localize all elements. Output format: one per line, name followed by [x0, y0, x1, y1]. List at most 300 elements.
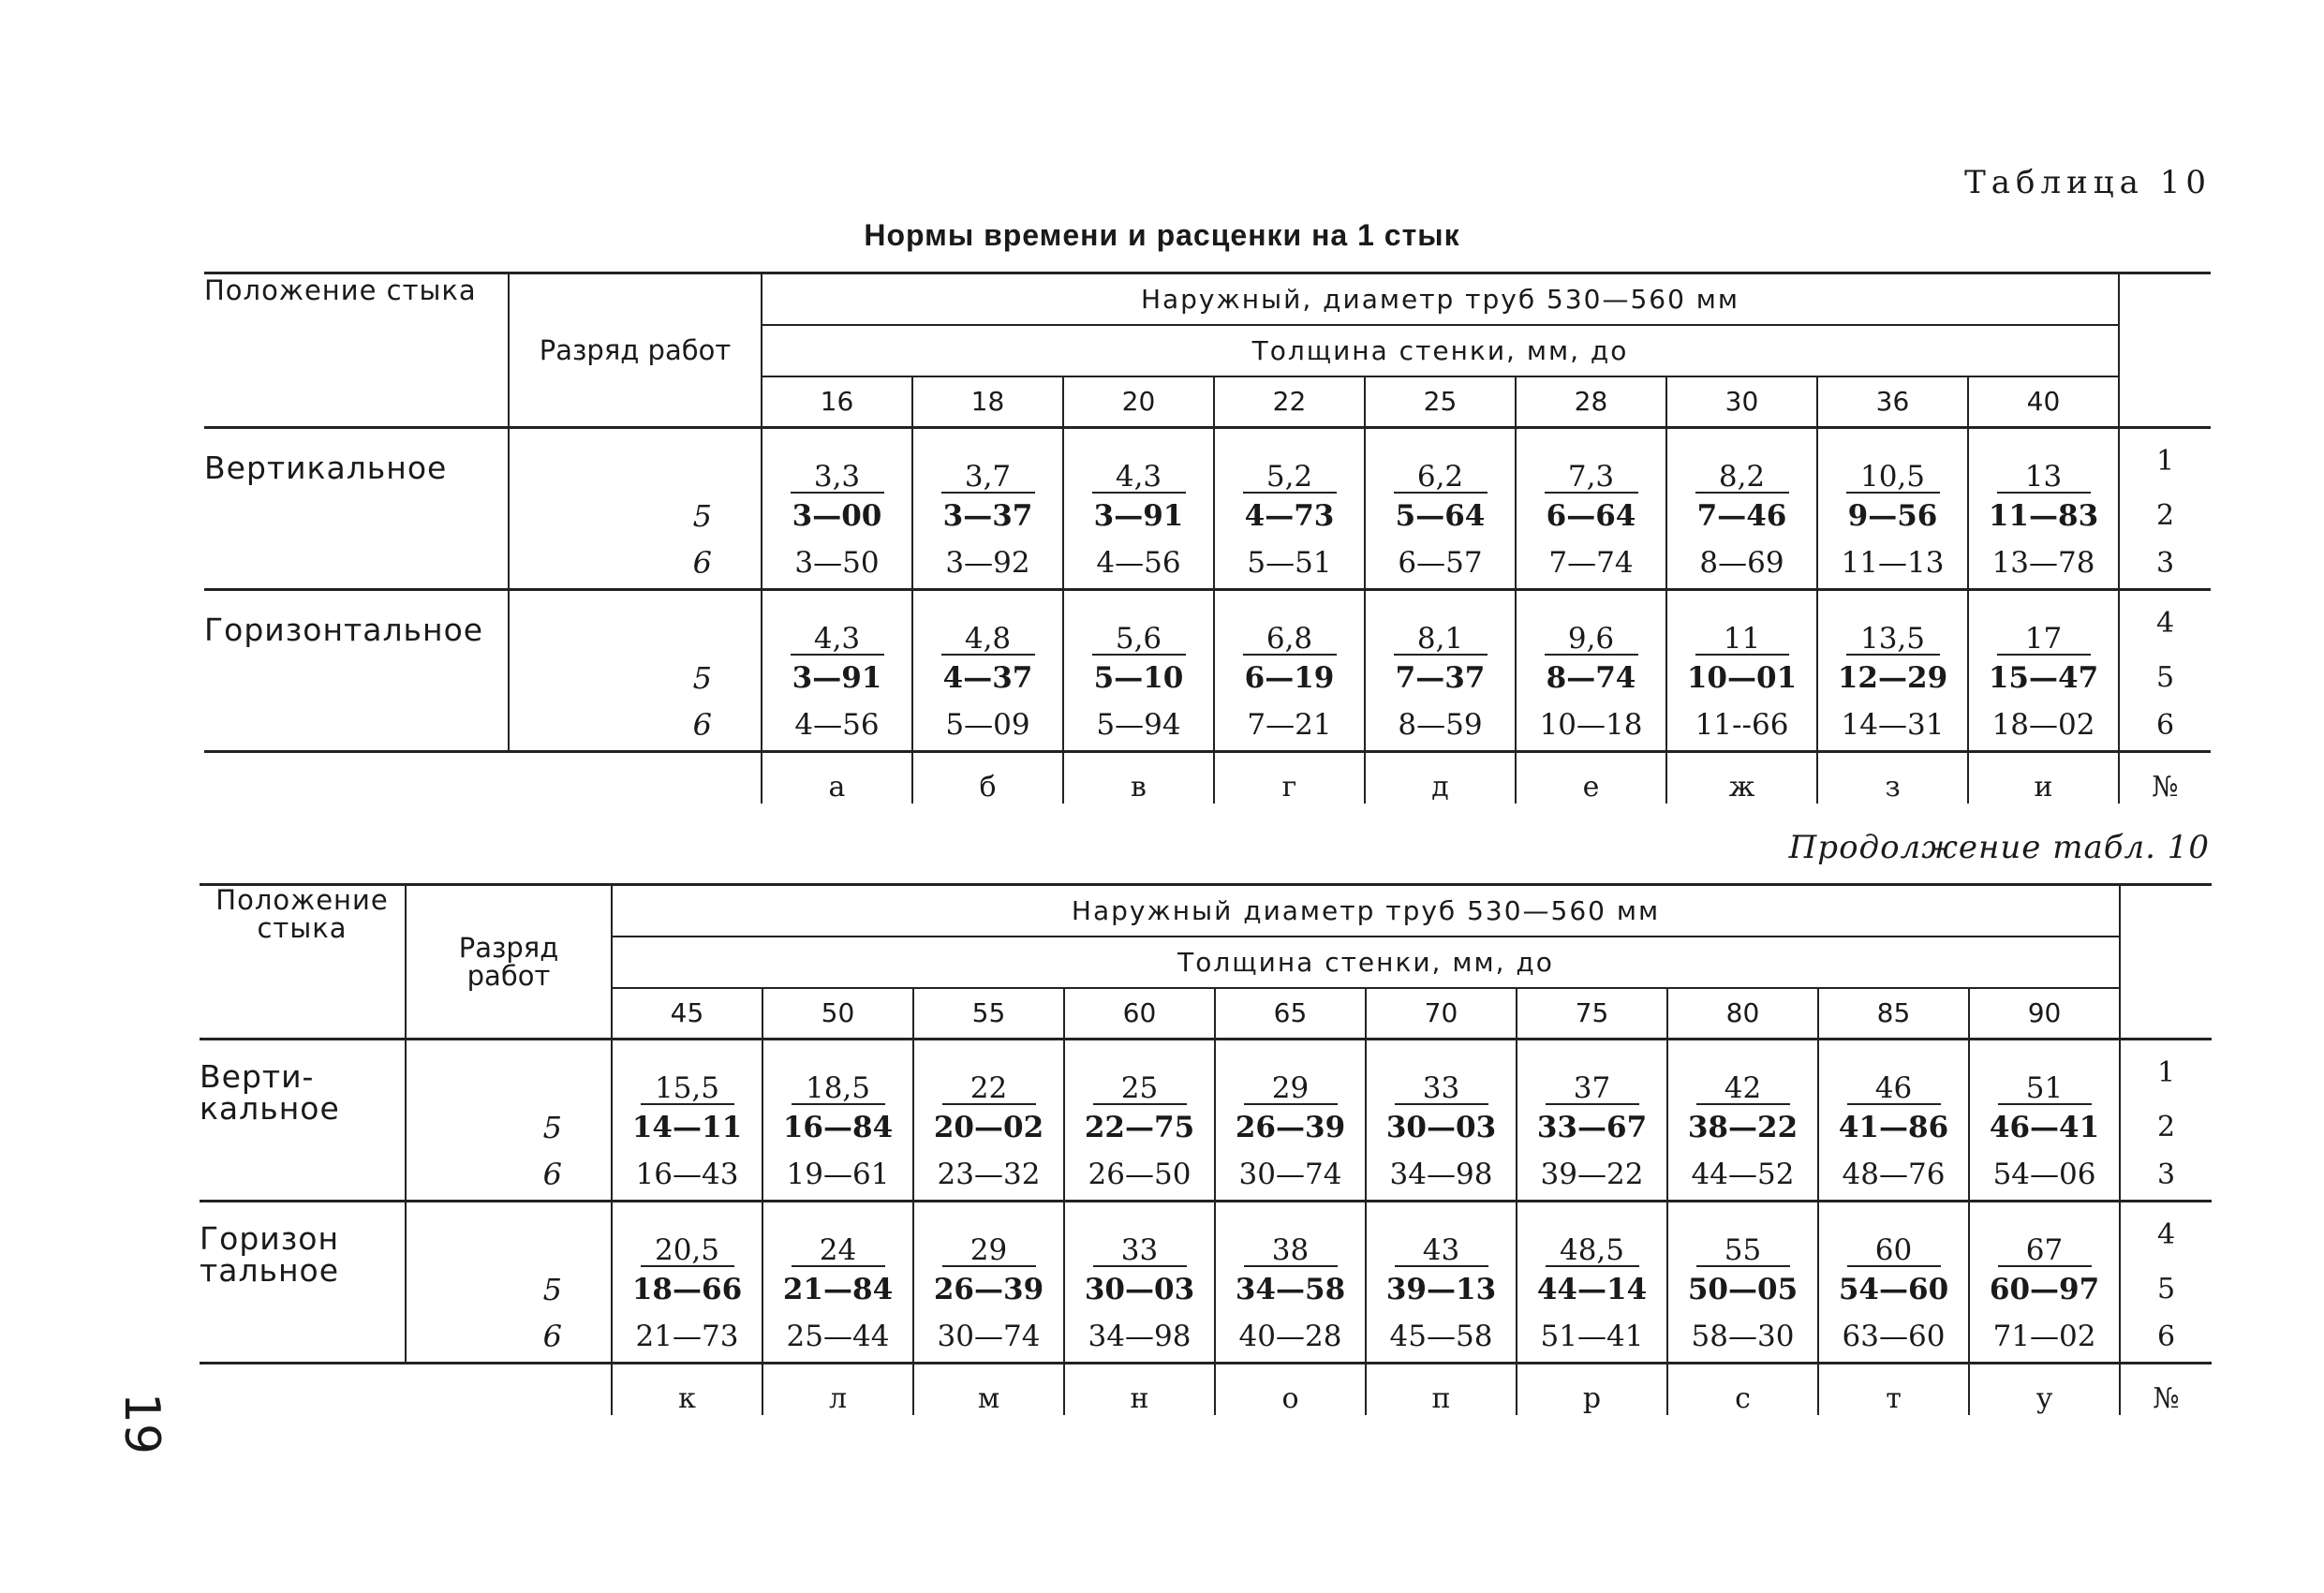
time-norm-value: 3,3 — [791, 462, 884, 494]
column-letter: г — [1214, 752, 1365, 804]
row-number: 6 — [2120, 1312, 2212, 1364]
thickness-value: 16 — [762, 376, 912, 428]
column-letter: е — [1516, 752, 1666, 804]
value-cell — [1516, 590, 1666, 656]
value-cell — [1063, 538, 1214, 590]
rate-value: 33—67 — [1536, 1110, 1648, 1144]
value-cell — [1517, 1202, 1667, 1267]
thickness-value: 60 — [1064, 988, 1215, 1040]
rate-value: 26—39 — [933, 1272, 1044, 1306]
row-number: 6 — [2119, 701, 2211, 752]
time-norm-value: 60 — [1847, 1235, 1941, 1267]
value-cell — [1817, 428, 1968, 494]
row-number: 3 — [2120, 1150, 2212, 1202]
thickness-value: 28 — [1516, 376, 1666, 428]
value-cell — [1666, 590, 1817, 656]
column-letter: л — [762, 1364, 913, 1415]
position-label-line: тальное — [200, 1252, 340, 1289]
thickness-value: 80 — [1667, 988, 1818, 1040]
norms-table-1 — [204, 272, 2211, 804]
rate-value: 14—31 — [1841, 708, 1945, 743]
value-cell — [1817, 590, 1968, 656]
rate-value: 25—44 — [786, 1320, 890, 1354]
value-cell — [1215, 1267, 1366, 1312]
thickness-value: 25 — [1365, 376, 1516, 428]
rate-value: 5—51 — [1247, 546, 1332, 581]
value-cell — [1516, 538, 1666, 590]
value-cell — [612, 1267, 762, 1312]
rate-value: 6—64 — [1546, 498, 1636, 533]
diameter-header: Наружный диаметр труб 530—560 мм — [612, 885, 2120, 937]
value-cell — [1516, 701, 1666, 752]
value-cell — [912, 590, 1063, 656]
rate-value: 21—84 — [782, 1272, 894, 1306]
thickness-value: 20 — [1063, 376, 1214, 428]
value-cell — [1063, 428, 1214, 494]
rate-value: 34—98 — [1389, 1158, 1493, 1192]
rate-value: 22—75 — [1084, 1110, 1195, 1144]
column-letter: ж — [1666, 752, 1817, 804]
value-cell — [1365, 494, 1516, 538]
value-cell — [1366, 1150, 1517, 1202]
position-label-line: Горизон — [200, 1220, 340, 1257]
value-cell — [1517, 1150, 1667, 1202]
time-norm-value: 4,3 — [791, 624, 884, 656]
value-cell — [1517, 1040, 1667, 1105]
row-number: 1 — [2119, 428, 2211, 494]
rate-value: 45—58 — [1389, 1320, 1493, 1354]
rate-value: 4—37 — [942, 660, 1033, 695]
rate-value: 16—43 — [635, 1158, 739, 1192]
rate-value: 7—37 — [1395, 660, 1486, 695]
value-cell — [1817, 538, 1968, 590]
rate-value: 46—41 — [1989, 1110, 2100, 1144]
rate-value: 5—94 — [1096, 708, 1181, 743]
time-norm-value: 48,5 — [1546, 1235, 1639, 1267]
value-cell — [612, 1312, 762, 1364]
thickness-header: Толщина стенки, мм, до — [612, 937, 2120, 988]
value-cell — [1666, 428, 1817, 494]
row-number: 3 — [2119, 538, 2211, 590]
column-letter: у — [1969, 1364, 2120, 1415]
value-cell — [762, 701, 912, 752]
position-label-line: кальное — [200, 1090, 340, 1127]
grade-cell: 5 — [509, 494, 762, 538]
value-cell — [1818, 1312, 1969, 1364]
time-norm-value: 4,3 — [1092, 462, 1186, 494]
value-cell — [612, 1150, 762, 1202]
value-cell — [1215, 1202, 1366, 1267]
data-row — [200, 1150, 2212, 1202]
data-row — [200, 1312, 2212, 1364]
time-norm-value: 4,8 — [941, 624, 1035, 656]
time-norm-value: 67 — [1998, 1235, 2092, 1267]
thickness-value: 90 — [1969, 988, 2120, 1040]
value-cell — [1366, 1312, 1517, 1364]
rate-value: 34—98 — [1088, 1320, 1192, 1354]
column-letter: м — [913, 1364, 1064, 1415]
time-norm-value: 29 — [1244, 1073, 1338, 1105]
value-cell — [1969, 1105, 2120, 1150]
value-cell — [912, 494, 1063, 538]
data-row — [200, 1202, 2212, 1267]
rate-value: 58—30 — [1691, 1320, 1795, 1354]
value-cell — [1214, 494, 1365, 538]
value-cell — [1666, 656, 1817, 701]
column-letter: с — [1667, 1364, 1818, 1415]
rate-value: 54—06 — [1992, 1158, 2096, 1192]
rate-value: 10—18 — [1539, 708, 1643, 743]
rate-value: 30—03 — [1084, 1272, 1195, 1306]
grade-cell: 5 — [509, 656, 762, 701]
grade-column-header: Разряд работ — [509, 273, 762, 428]
grade-cell: 6 — [406, 1312, 612, 1364]
time-norm-value: 42 — [1696, 1073, 1790, 1105]
time-norm-value: 43 — [1395, 1235, 1488, 1267]
rate-value: 18—02 — [1991, 708, 2095, 743]
rate-value: 6—19 — [1244, 660, 1335, 695]
value-cell — [762, 494, 912, 538]
value-cell — [762, 1312, 913, 1364]
position-label-line: Верти- — [200, 1058, 315, 1095]
rate-value: 21—73 — [635, 1320, 739, 1354]
value-cell — [1667, 1312, 1818, 1364]
time-norm-value: 5,6 — [1092, 624, 1186, 656]
row-number: 1 — [2120, 1040, 2212, 1105]
value-cell — [1818, 1105, 1969, 1150]
value-cell — [762, 1150, 913, 1202]
rate-value: 16—84 — [782, 1110, 894, 1144]
no-column-header-blank — [2120, 885, 2212, 1040]
rate-value: 14—11 — [631, 1110, 743, 1144]
letters-blank — [204, 752, 762, 804]
time-norm-value: 5,2 — [1243, 462, 1337, 494]
no-symbol: № — [2119, 752, 2211, 804]
rate-value: 8—69 — [1699, 546, 1784, 581]
column-letter: к — [612, 1364, 762, 1415]
grade-cell — [509, 590, 762, 656]
time-norm-value: 24 — [792, 1235, 885, 1267]
value-cell — [1064, 1312, 1215, 1364]
value-cell — [1667, 1040, 1818, 1105]
value-cell — [1365, 701, 1516, 752]
thickness-value: 18 — [912, 376, 1063, 428]
diameter-header: Наружный, диаметр труб 530—560 мм — [762, 273, 2119, 325]
data-row — [200, 1267, 2212, 1312]
thickness-value: 22 — [1214, 376, 1365, 428]
value-cell — [1064, 1150, 1215, 1202]
time-norm-value: 10,5 — [1846, 462, 1940, 494]
value-cell — [912, 701, 1063, 752]
time-norm-value: 13,5 — [1846, 624, 1940, 656]
value-cell — [1063, 701, 1214, 752]
time-norm-value: 29 — [942, 1235, 1036, 1267]
column-letter: д — [1365, 752, 1516, 804]
table-title: Нормы времени и расценки на 1 стык — [864, 218, 1460, 252]
column-letter: и — [1968, 752, 2119, 804]
thickness-value: 85 — [1818, 988, 1969, 1040]
rate-value: 26—39 — [1235, 1110, 1346, 1144]
value-cell — [1366, 1202, 1517, 1267]
rate-value: 60—97 — [1989, 1272, 2100, 1306]
value-cell — [762, 1267, 913, 1312]
rate-value: 34—58 — [1235, 1272, 1346, 1306]
value-cell — [1366, 1040, 1517, 1105]
value-cell — [1214, 656, 1365, 701]
value-cell — [913, 1150, 1064, 1202]
value-cell — [762, 1202, 913, 1267]
no-column-header-blank — [2119, 273, 2211, 428]
value-cell — [1968, 538, 2119, 590]
value-cell — [1517, 1267, 1667, 1312]
grade-cell — [406, 1202, 612, 1267]
column-letter: о — [1215, 1364, 1366, 1415]
value-cell — [913, 1105, 1064, 1150]
grade-cell: 5 — [406, 1105, 612, 1150]
row-number: 2 — [2120, 1105, 2212, 1150]
rate-value: 39—13 — [1385, 1272, 1497, 1306]
value-cell — [1968, 701, 2119, 752]
column-letter: а — [762, 752, 912, 804]
value-cell — [1063, 656, 1214, 701]
thickness-header: Толщина стенки, мм, до — [762, 325, 2119, 376]
value-cell — [1969, 1040, 2120, 1105]
time-norm-value: 15,5 — [641, 1073, 734, 1105]
rate-value: 26—50 — [1088, 1158, 1192, 1192]
letters-row — [200, 1364, 2212, 1415]
time-norm-value: 55 — [1696, 1235, 1790, 1267]
position-header-line: стыка — [257, 912, 348, 944]
thickness-value: 70 — [1366, 988, 1517, 1040]
value-cell — [1667, 1202, 1818, 1267]
value-cell — [1818, 1150, 1969, 1202]
time-norm-value: 8,1 — [1394, 624, 1488, 656]
header-row-diameter — [204, 273, 2211, 325]
position-label — [200, 1040, 406, 1202]
rate-value: 44—52 — [1691, 1158, 1795, 1192]
value-cell — [1818, 1040, 1969, 1105]
value-cell — [1817, 494, 1968, 538]
rate-value: 63—60 — [1842, 1320, 1946, 1354]
column-letter: в — [1063, 752, 1214, 804]
data-row — [200, 1040, 2212, 1105]
header-row-diameter — [200, 885, 2212, 937]
column-letter: р — [1517, 1364, 1667, 1415]
value-cell — [762, 590, 912, 656]
value-cell — [762, 1105, 913, 1150]
grade-header-line: Разряд — [458, 932, 559, 964]
value-cell — [1365, 656, 1516, 701]
rate-value: 3—91 — [1093, 498, 1184, 533]
grade-cell: 6 — [509, 538, 762, 590]
rate-value: 3—37 — [942, 498, 1033, 533]
time-norm-value: 20,5 — [641, 1235, 734, 1267]
thickness-value: 45 — [612, 988, 762, 1040]
value-cell — [913, 1312, 1064, 1364]
rate-value: 5—64 — [1395, 498, 1486, 533]
value-cell — [1517, 1105, 1667, 1150]
data-row — [200, 1105, 2212, 1150]
value-cell — [1666, 701, 1817, 752]
row-number: 2 — [2119, 494, 2211, 538]
value-cell — [1215, 1312, 1366, 1364]
letters-row — [204, 752, 2211, 804]
value-cell — [1365, 538, 1516, 590]
value-cell — [1969, 1202, 2120, 1267]
value-cell — [913, 1202, 1064, 1267]
thickness-value: 36 — [1817, 376, 1968, 428]
time-norm-value: 3,7 — [941, 462, 1035, 494]
value-cell — [1818, 1267, 1969, 1312]
row-number: 4 — [2120, 1202, 2212, 1267]
time-norm-value: 46 — [1847, 1073, 1941, 1105]
time-norm-value: 11 — [1695, 624, 1789, 656]
column-letter: т — [1818, 1364, 1969, 1415]
value-cell — [912, 538, 1063, 590]
value-cell — [1064, 1105, 1215, 1150]
grade-cell: 5 — [406, 1267, 612, 1312]
rate-value: 9—56 — [1847, 498, 1938, 533]
value-cell — [762, 428, 912, 494]
rate-value: 41—86 — [1838, 1110, 1949, 1144]
rate-value: 5—10 — [1093, 660, 1184, 695]
position-header-line: Положение — [215, 884, 389, 916]
value-cell — [1215, 1105, 1366, 1150]
rate-value: 40—28 — [1238, 1320, 1342, 1354]
rate-value: 71—02 — [1992, 1320, 2096, 1354]
column-letter: н — [1064, 1364, 1215, 1415]
time-norm-value: 7,3 — [1545, 462, 1638, 494]
rate-value: 11—13 — [1841, 546, 1945, 581]
value-cell — [612, 1040, 762, 1105]
value-cell — [1667, 1267, 1818, 1312]
letters-blank — [200, 1364, 612, 1415]
value-cell — [1064, 1267, 1215, 1312]
page-number: 19 — [113, 1392, 170, 1455]
value-cell — [1516, 428, 1666, 494]
value-cell — [912, 428, 1063, 494]
time-norm-value: 38 — [1244, 1235, 1338, 1267]
rate-value: 10—01 — [1686, 660, 1798, 695]
rate-value: 54—60 — [1838, 1272, 1949, 1306]
value-cell — [1968, 494, 2119, 538]
value-cell — [1666, 538, 1817, 590]
value-cell — [612, 1105, 762, 1150]
rate-value: 4—73 — [1244, 498, 1335, 533]
value-cell — [1214, 590, 1365, 656]
time-norm-value: 6,8 — [1243, 624, 1337, 656]
value-cell — [1215, 1040, 1366, 1105]
time-norm-value: 13 — [1997, 462, 2091, 494]
rate-value: 15—47 — [1988, 660, 2099, 695]
value-cell — [762, 538, 912, 590]
value-cell — [762, 1040, 913, 1105]
value-cell — [1968, 656, 2119, 701]
rate-value: 11—83 — [1988, 498, 2099, 533]
rate-value: 44—14 — [1536, 1272, 1648, 1306]
value-cell — [1516, 656, 1666, 701]
data-row — [204, 428, 2211, 494]
position-label: Горизонтальное — [204, 590, 509, 752]
value-cell — [1215, 1150, 1366, 1202]
rate-value: 12—29 — [1837, 660, 1948, 695]
rate-value: 3—91 — [792, 660, 882, 695]
value-cell — [1365, 428, 1516, 494]
column-letter: п — [1366, 1364, 1517, 1415]
position-label — [200, 1202, 406, 1364]
value-cell — [1968, 590, 2119, 656]
thickness-value: 55 — [913, 988, 1064, 1040]
value-cell — [1969, 1267, 2120, 1312]
grade-cell — [406, 1040, 612, 1105]
value-cell — [1969, 1150, 2120, 1202]
rate-value: 50—05 — [1687, 1272, 1799, 1306]
position-label: Вертикальное — [204, 428, 509, 590]
rate-value: 30—74 — [1238, 1158, 1342, 1192]
rate-value: 7—74 — [1548, 546, 1634, 581]
value-cell — [1667, 1105, 1818, 1150]
value-cell — [1063, 590, 1214, 656]
rate-value: 3—92 — [945, 546, 1030, 581]
rate-value: 6—57 — [1398, 546, 1483, 581]
rate-value: 18—66 — [631, 1272, 743, 1306]
value-cell — [1818, 1202, 1969, 1267]
rate-value: 3—50 — [794, 546, 880, 581]
value-cell — [1817, 701, 1968, 752]
row-number: 5 — [2120, 1267, 2212, 1312]
grade-cell: 6 — [406, 1150, 612, 1202]
value-cell — [1365, 590, 1516, 656]
rate-value: 30—74 — [937, 1320, 1041, 1354]
continuation-label: Продолжение табл. 10 — [1788, 829, 2210, 866]
rate-value: 38—22 — [1687, 1110, 1799, 1144]
row-number: 5 — [2119, 656, 2211, 701]
thickness-value: 50 — [762, 988, 913, 1040]
table-label: Таблица 10 — [1964, 164, 2212, 201]
rate-value: 48—76 — [1842, 1158, 1946, 1192]
rate-value: 4—56 — [794, 708, 880, 743]
position-column-header — [200, 885, 406, 1040]
value-cell — [1064, 1202, 1215, 1267]
value-cell — [1516, 494, 1666, 538]
time-norm-value: 9,6 — [1545, 624, 1638, 656]
value-cell — [1214, 701, 1365, 752]
thickness-value: 75 — [1517, 988, 1667, 1040]
rate-value: 13—78 — [1991, 546, 2095, 581]
time-norm-value: 6,2 — [1394, 462, 1488, 494]
rate-value: 39—22 — [1540, 1158, 1644, 1192]
value-cell — [1214, 538, 1365, 590]
rate-value: 19—61 — [786, 1158, 890, 1192]
rate-value: 20—02 — [933, 1110, 1044, 1144]
value-cell — [762, 656, 912, 701]
rate-value: 8—74 — [1546, 660, 1636, 695]
time-norm-value: 33 — [1395, 1073, 1488, 1105]
grade-header-line: работ — [466, 960, 551, 992]
value-cell — [1366, 1267, 1517, 1312]
value-cell — [1817, 656, 1968, 701]
grade-cell: 6 — [509, 701, 762, 752]
thickness-value: 65 — [1215, 988, 1366, 1040]
value-cell — [912, 656, 1063, 701]
value-cell — [612, 1202, 762, 1267]
rate-value: 51—41 — [1540, 1320, 1644, 1354]
value-cell — [1366, 1105, 1517, 1150]
value-cell — [1517, 1312, 1667, 1364]
value-cell — [1969, 1312, 2120, 1364]
column-letter: з — [1817, 752, 1968, 804]
grade-column-header — [406, 885, 612, 1040]
